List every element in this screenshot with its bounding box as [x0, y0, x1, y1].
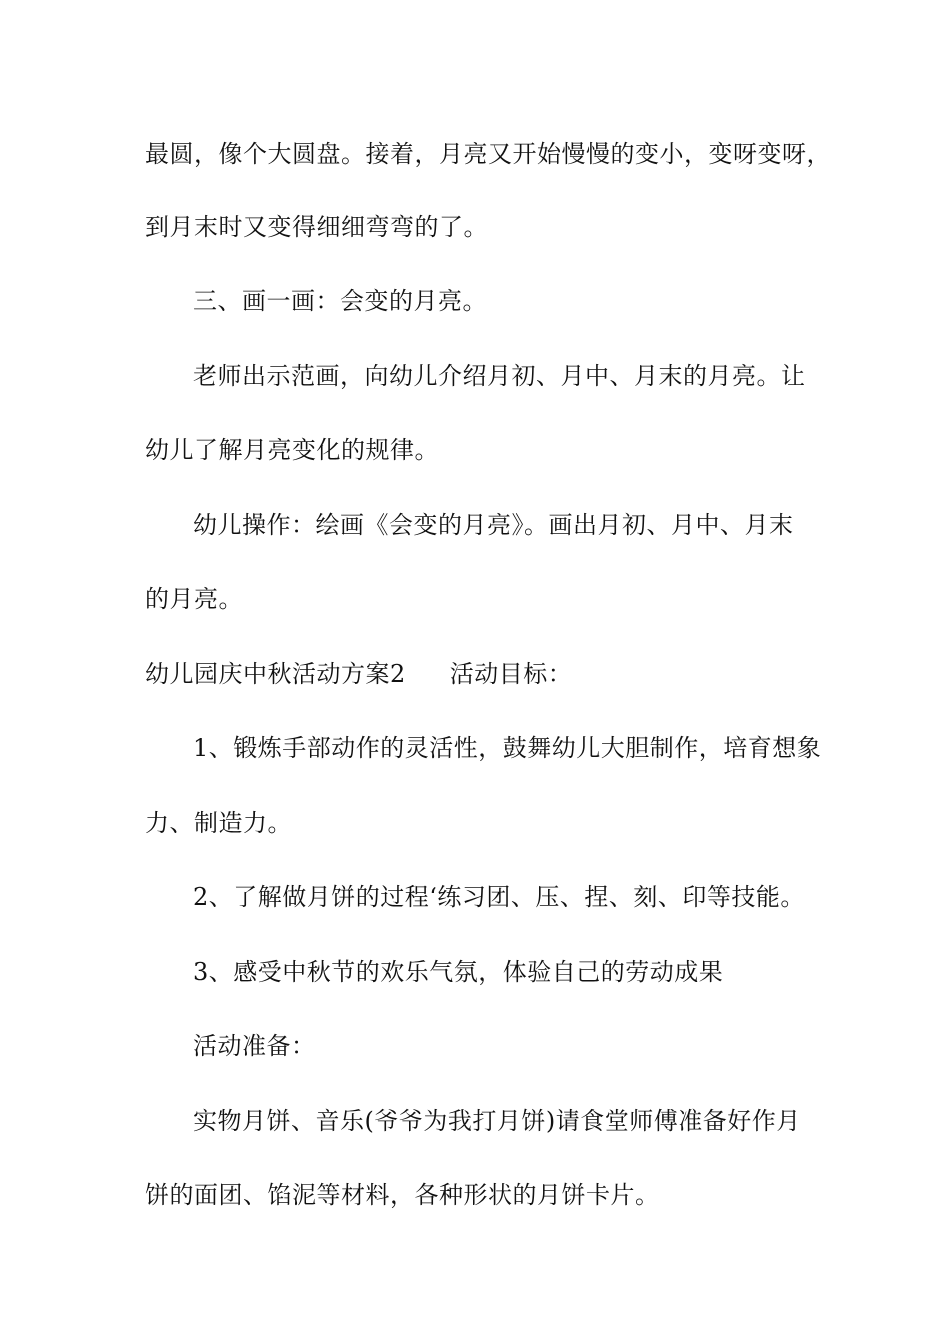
section-heading-three: 三、画一画：会变的月亮。 — [193, 287, 487, 315]
paragraph-line: 到月末时又变得细细弯弯的了。 — [145, 213, 488, 241]
paragraph-line: 饼的面团、馅泥等材料，各种形状的月饼卡片。 — [145, 1181, 660, 1209]
goals-heading: 活动目标： — [449, 660, 573, 688]
paragraph-line: 最圆，像个大圆盘。接着，月亮又开始慢慢的变小，变呀变呀， — [145, 140, 831, 168]
paragraph-line: 的月亮。 — [145, 585, 243, 613]
plan-title: 幼儿园庆中秋活动方案2 — [145, 660, 406, 688]
paragraph-line: 老师出示范画，向幼儿介绍月初、月中、月末的月亮。让 — [193, 362, 806, 390]
paragraph-line: 幼儿了解月亮变化的规律。 — [145, 436, 439, 464]
goal-item-2: 2、了解做月饼的过程‘练习团、压、捏、刻、印等技能。 — [193, 883, 805, 911]
goal-item-1: 1、锻炼手部动作的灵活性，鼓舞幼儿大胆制作，培育想象 — [193, 734, 822, 762]
preparation-heading: 活动准备： — [193, 1032, 316, 1060]
paragraph-line: 力、制造力。 — [145, 809, 292, 837]
goal-item-3: 3、感受中秋节的欢乐气氛，体验自己的劳动成果 — [193, 958, 724, 986]
paragraph-line: 实物月饼、音乐(爷爷为我打月饼)请食堂师傅准备好作月 — [193, 1107, 801, 1135]
paragraph-line: 幼儿操作：绘画《会变的月亮》。画出月初、月中、月末 — [193, 511, 794, 539]
plan-title-line — [145, 659, 572, 689]
